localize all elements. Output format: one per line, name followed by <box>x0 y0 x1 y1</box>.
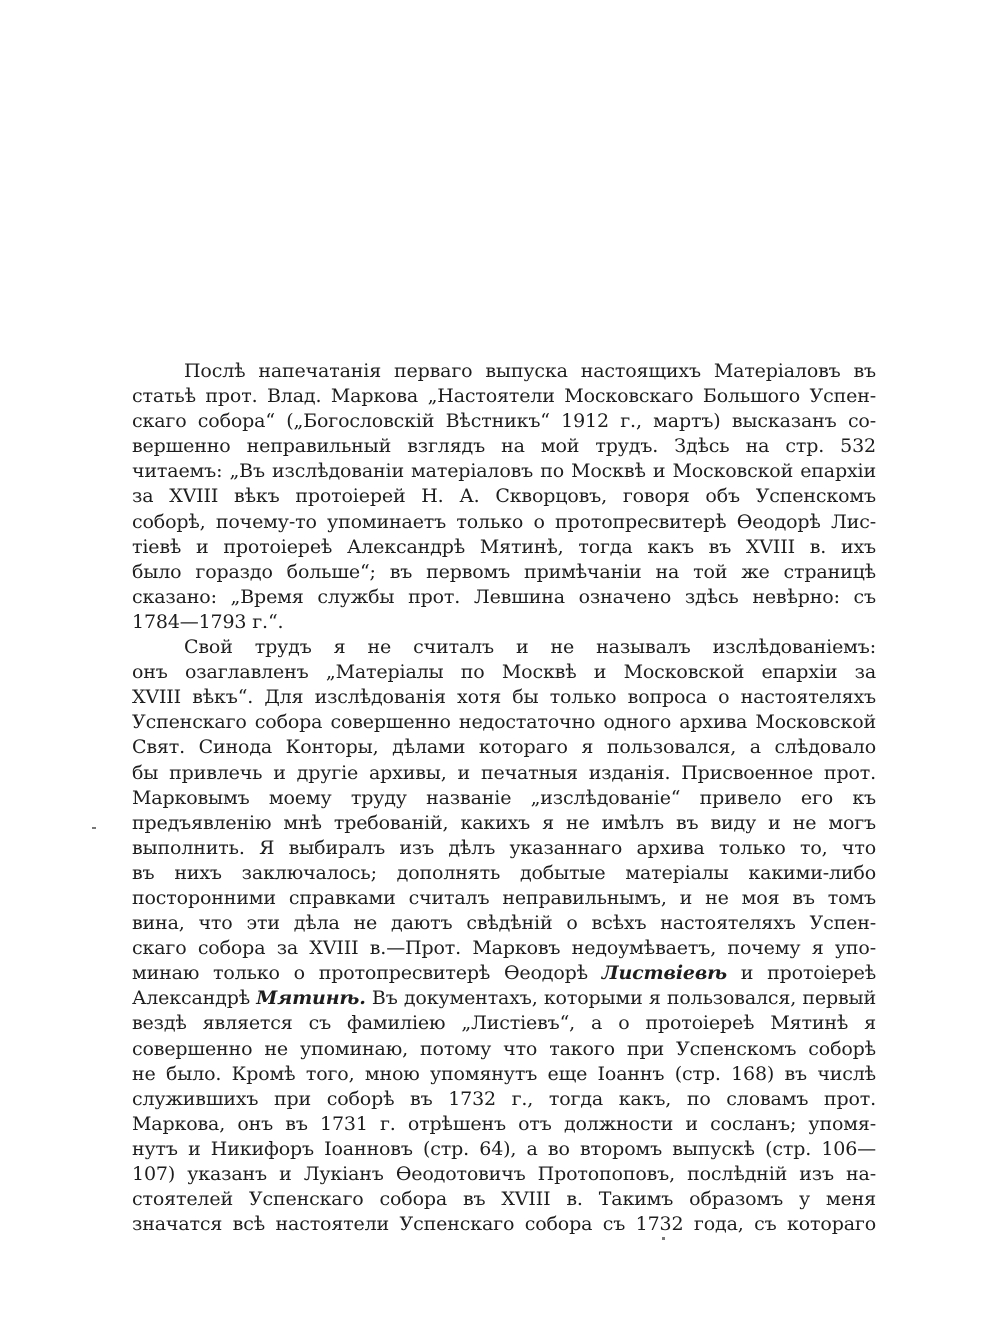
text-line: вина, что эти дѣла не даютъ свѣдѣній о всѣхъ настоятеляхъ Успен- <box>132 912 876 935</box>
text-line: читаемъ: „Въ изслѣдованіи матеріаловъ по Москвѣ и Московской епархіи <box>132 460 876 483</box>
text-line: Успенскаго собора совершенно недостаточно одного архива Московской <box>132 711 876 734</box>
text-line: бы привлечь и другіе архивы, и печатныя изданія. Присвоенное прот. <box>132 761 876 784</box>
italic-name: Листвіевѣ <box>601 962 727 985</box>
text-line: 107) указанъ и Лукіанъ Ѳеодотовичъ Протопоповъ, послѣдній изъ на- <box>132 1163 876 1185</box>
text-line: онъ озаглавленъ „Матеріалы по Москвѣ и Московской епархіи за <box>132 661 876 684</box>
text-line: Свой трудъ я не считалъ и не называлъ изслѣдованіемъ: <box>184 636 876 659</box>
text-run: Александрѣ <box>132 987 251 1010</box>
text-line: вершенно неправильный взглядъ на мой трудъ. Здѣсь на стр. 532 <box>132 435 876 458</box>
text-line: Послѣ напечатанія перваго выпуска настоящихъ Матеріаловъ въ <box>184 360 876 382</box>
text-line <box>132 986 876 1011</box>
body-text <box>132 359 876 1237</box>
text-line: статьѣ прот. Влад. Маркова „Настоятели Московскаго Большого Успен- <box>132 385 876 408</box>
italic-name: Мятинѣ. <box>256 987 366 1010</box>
text-line: вездѣ является съ фамиліею „Листіевъ“, а о протоіереѣ Мятинѣ я <box>132 1012 876 1035</box>
text-run: минаю только о протопресвитерѣ Ѳеодорѣ <box>132 962 588 985</box>
text-line: предъявленію мнѣ требованій, какихъ я не имѣлъ въ виду и не могъ <box>132 811 876 834</box>
text-line: значатся всѣ настоятели Успенскаго собора съ 1732 года, съ котораго <box>132 1213 876 1236</box>
text-line: выполнить. Я выбиралъ изъ дѣлъ указаннаго архива только то, что <box>132 836 876 859</box>
text-line: скаго собора за XVIII в.—Прот. Марковъ недоумѣваетъ, почему я упо- <box>132 937 876 960</box>
text-line: совершенно не упоминаю, потому что такого при Успенскомъ соборѣ <box>132 1037 876 1060</box>
text-line: сказано: „Время службы прот. Левшина означено здѣсь невѣрно: съ <box>132 585 876 608</box>
text-run: Въ документахъ, которыми я пользовался, первый <box>371 987 877 1010</box>
text-line: Марковымъ моему труду названіе „изслѣдованіе“ привело его къ <box>132 786 876 809</box>
scan-speck <box>662 1237 665 1240</box>
text-line: Маркова, онъ въ 1731 г. отрѣшенъ отъ должности и сосланъ; упомя- <box>132 1112 876 1135</box>
text-line: XVIII вѣкъ“. Для изслѣдованія хотя бы только вопроса о настоятеляхъ <box>132 686 876 709</box>
scan-speck <box>92 827 96 829</box>
text-line: посторонними справками считалъ неправильнымъ, и не моя въ томъ <box>132 886 876 909</box>
text-line: стоятелей Успенскаго собора въ XVIII в. Такимъ образомъ у меня <box>132 1188 876 1211</box>
text-line: въ нихъ заключалось; дополнять добытые матеріалы какими-либо <box>132 861 876 884</box>
text-line: скаго собора“ („Богословскій Вѣстникъ“ 1912 г., мартъ) высказанъ со- <box>132 410 876 433</box>
text-line: Свят. Синода Конторы, дѣлами котораго я пользовался, а слѣдовало <box>132 736 876 759</box>
text-line: 1784—1793 г.“. <box>132 610 284 633</box>
text-line: соборѣ, почему-то упоминаетъ только о протопресвитерѣ Ѳеодорѣ Лис- <box>132 510 876 533</box>
text-line: тіевѣ и протоіереѣ Александрѣ Мятинѣ, тогда какъ въ XVIII в. ихъ <box>132 535 876 558</box>
text-line: было гораздо больше“; въ первомъ примѣчаніи на той же страницѣ <box>132 560 876 583</box>
text-line: не было. Кромѣ того, мною упомянутъ еще Іоаннъ (стр. 168) въ числѣ <box>132 1062 876 1085</box>
text-line <box>132 961 876 986</box>
text-line: нутъ и Никифоръ Іоанновъ (стр. 64), а во второмъ выпускѣ (стр. 106— <box>132 1137 876 1160</box>
text-line: служившихъ при соборѣ въ 1732 г., тогда какъ, по словамъ прот. <box>132 1087 876 1110</box>
text-line: за XVIII вѣкъ протоіерей Н. А. Скворцовъ, говоря объ Успенскомъ <box>132 485 876 508</box>
text-run: и протоіереѣ <box>740 962 877 985</box>
